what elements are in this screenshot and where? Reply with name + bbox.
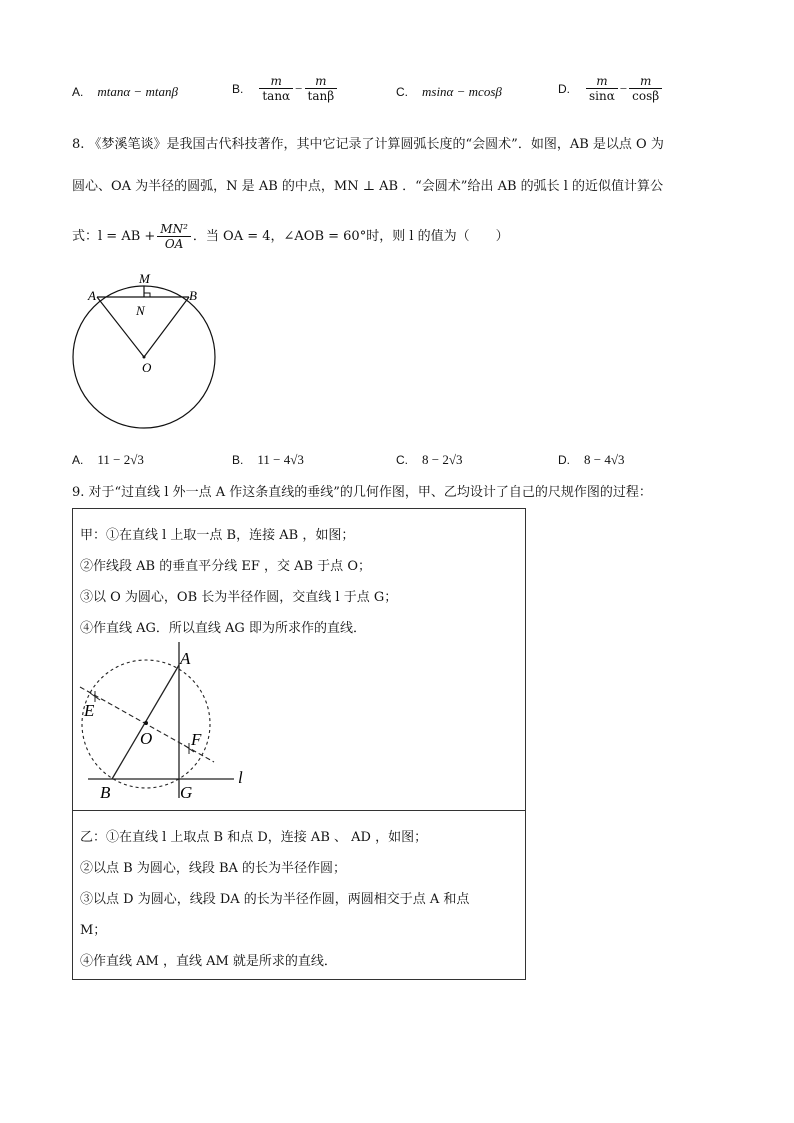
fraction: $\frac{m}{\cos\beta}$	[629, 74, 662, 103]
q9-stem: 9. 对于“过直线 l 外一点 A 作这条直线的垂线”的几何作图，甲、乙均设计了自己的尺规作图的过程：	[72, 485, 652, 500]
fraction: $\frac{m}{\tan\alpha}$	[259, 74, 293, 103]
label-a: A	[180, 649, 191, 668]
label-o: O	[142, 360, 152, 375]
jia-step-2: ②作线段 AB 的垂直平分线 EF ，交 AB 于点 O；	[80, 559, 371, 574]
q8-option-a[interactable]: A. 11 − 2√3	[72, 452, 144, 467]
q7-option-a[interactable]	[72, 84, 178, 100]
label-b: B	[189, 288, 197, 303]
option-text: msinα − mcosβ	[422, 84, 502, 99]
label-o: O	[140, 729, 153, 748]
q8-option-c[interactable]: C. 8 − 2√3	[396, 452, 463, 467]
label-b: B	[100, 783, 111, 802]
jia-step-1: 甲：①在直线 l 上取一点 B，连接 AB ，如图；	[80, 528, 355, 543]
label-a: A	[88, 288, 96, 303]
yi-step-1: 乙：①在直线 l 上取点 B 和点 D，连接 AB 、 AD ，如图；	[80, 830, 428, 845]
label-l: l	[238, 768, 243, 787]
label-n: N	[136, 303, 145, 318]
option-text: mtanα − mtanβ	[97, 84, 178, 99]
table-divider	[72, 810, 526, 811]
q7-option-d[interactable]: D. $\frac{m}{\sin\alpha}$ − $\frac{m}{\cos\beta}$	[558, 74, 664, 103]
q7-option-c[interactable]	[396, 84, 502, 100]
option-label: D.	[558, 81, 570, 96]
q8-line2: 圆心、OA 为半径的圆弧，N 是 AB 的中点，MN ⊥ AB ．“会圆术”给出 AB 的弧长 l 的近似值计算公	[72, 179, 664, 194]
option-label: C.	[396, 85, 408, 99]
label-f: F	[191, 730, 202, 749]
q8-line1: 8. 《梦溪笔谈》是我国古代科技著作，其中它记录了计算圆弧长度的“会圆术”．如图，AB 是以点 O 为	[72, 137, 664, 152]
jia-step-4: ④作直线 AG．所以直线 AG 即为所求作的直线．	[80, 621, 366, 636]
q8-option-b[interactable]: B. 11 − 4√3	[232, 452, 304, 467]
label-g: G	[180, 783, 193, 802]
yi-step-3: ③以点 D 为圆心，线段 DA 的长为半径作圆，两圆相交于点 A 和点	[80, 892, 470, 907]
q8-circle-figure	[62, 268, 232, 438]
fraction: $\frac{m}{\sin\alpha}$	[586, 74, 618, 103]
option-label: A.	[72, 85, 84, 99]
q8-option-d[interactable]: D. 8 − 4√3	[558, 452, 625, 467]
label-e: E	[84, 701, 95, 720]
q8-line3: 式：l = AB + $\frac{\text{MN²}}{OA}$ ．当 OA = 4，∠AOB = 60°时，则 l 的值为（ ）	[72, 222, 509, 251]
yi-step-3-cont: M；	[80, 923, 107, 938]
fraction: $\frac{\text{MN²}}{OA}$	[157, 222, 191, 251]
option-label: B.	[232, 81, 244, 96]
fraction: $\frac{m}{\tan\beta}$	[305, 74, 338, 103]
label-m: M	[139, 271, 150, 286]
yi-step-2: ②以点 B 为圆心，线段 BA 的长为半径作圆；	[80, 861, 347, 876]
jia-step-3: ③以 O 为圆心，OB 长为半径作圆，交直线 l 于点 G；	[80, 590, 398, 605]
yi-step-4: ④作直线 AM ，直线 AM 就是所求的直线．	[80, 954, 337, 969]
q9-construction-figure	[76, 640, 276, 805]
q7-option-b[interactable]: B. $\frac{m}{\tan\alpha}$ − $\frac{m}{\tan\beta}$	[232, 74, 339, 103]
